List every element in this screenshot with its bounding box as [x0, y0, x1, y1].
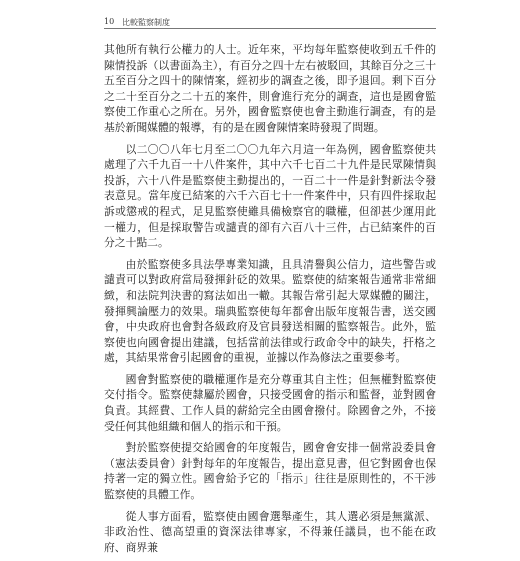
paragraph: 以二〇〇八年七月至二〇〇九年六月這一年為例，國會監察使共處理了六千九百一十八件案件，其中六千七百二十九件是民眾陳情與投訴，六十八件是監察使主動提出的，一百二十一件是針對新法令發表意見。當年度已結案的六千六百七十一件案件中，只有四件採取起訴或懲戒的程式，足見監察使雖具備檢察官的職權，但卻甚少運用此一權力，但是採取警告或譴責的卻有六百八十三件，占已結案件的百分之十點二。 [104, 142, 436, 250]
header-divider [104, 28, 436, 29]
paragraph: 從人事方面看，監察使由國會選舉產生，其人選必須是無黨派、非政治性、德高望重的資深法律專家，不得兼任議員，也不能在政府、商界兼 [104, 509, 436, 554]
paragraph: 由於監察使多具法學專業知識，且具清譽與公信力，這些警告或譴責可以對政府當局發揮針砭的效果。監察使的結案報告通常非常細緻，和法院判決書的寫法如出一轍。其報告常引起大眾媒體的關注，發揮興論壓力的效果。瑞典監察使每年都會出版年度報告書，送交國會，中央政府也會對各級政府及官員發送相關的監察報告。此外，監察使也向國會提出建議，包括當前法律或行政命令中的缺失，扞格之處，其結果常會引起國會的重視，並據以作為修法之重要參考。 [104, 257, 436, 365]
paragraph: 對於監察使提交給國會的年度報告，國會會安排一個常設委員會（憲法委員會）針對每年的年度報告，提出意見書，但它對國會也保持著一定的獨立性。國會給予它的「指示」往往是原則性的，不干涉監察使的具體工作。 [104, 441, 436, 502]
page-number: 10 [104, 17, 115, 26]
running-title: 比較監察制度 [122, 18, 170, 27]
paragraph: 國會對監察使的職權運作是充分尊重其自主性；但無權對監察使交付指令。監察使隸屬於國會，只接受國會的指示和監督，並對國會負責。其經費、工作人員的薪給完全由國會撥付。除國會之外，不接受任何其他組織和個人的指示和干預。 [104, 372, 436, 433]
paragraph: 其他所有執行公權力的人士。近年來，平均每年監察使收到五千件的陳情投訴（以書面為主），有百分之四十左右被駁回，其餘百分之三十五至百分之四十的陳情案，經初步的調查之後，即予退回。剩下百分之二十至百分之二十五的案件，則會進行充分的調查，這也是國會監察使工作重心之所在。另外，國會監察使也會主動進行調查，有的是基於新聞媒體的報導，有的是在國會陳情案時發現了問題。 [104, 43, 436, 134]
running-header [104, 14, 436, 28]
page-body [104, 42, 436, 561]
